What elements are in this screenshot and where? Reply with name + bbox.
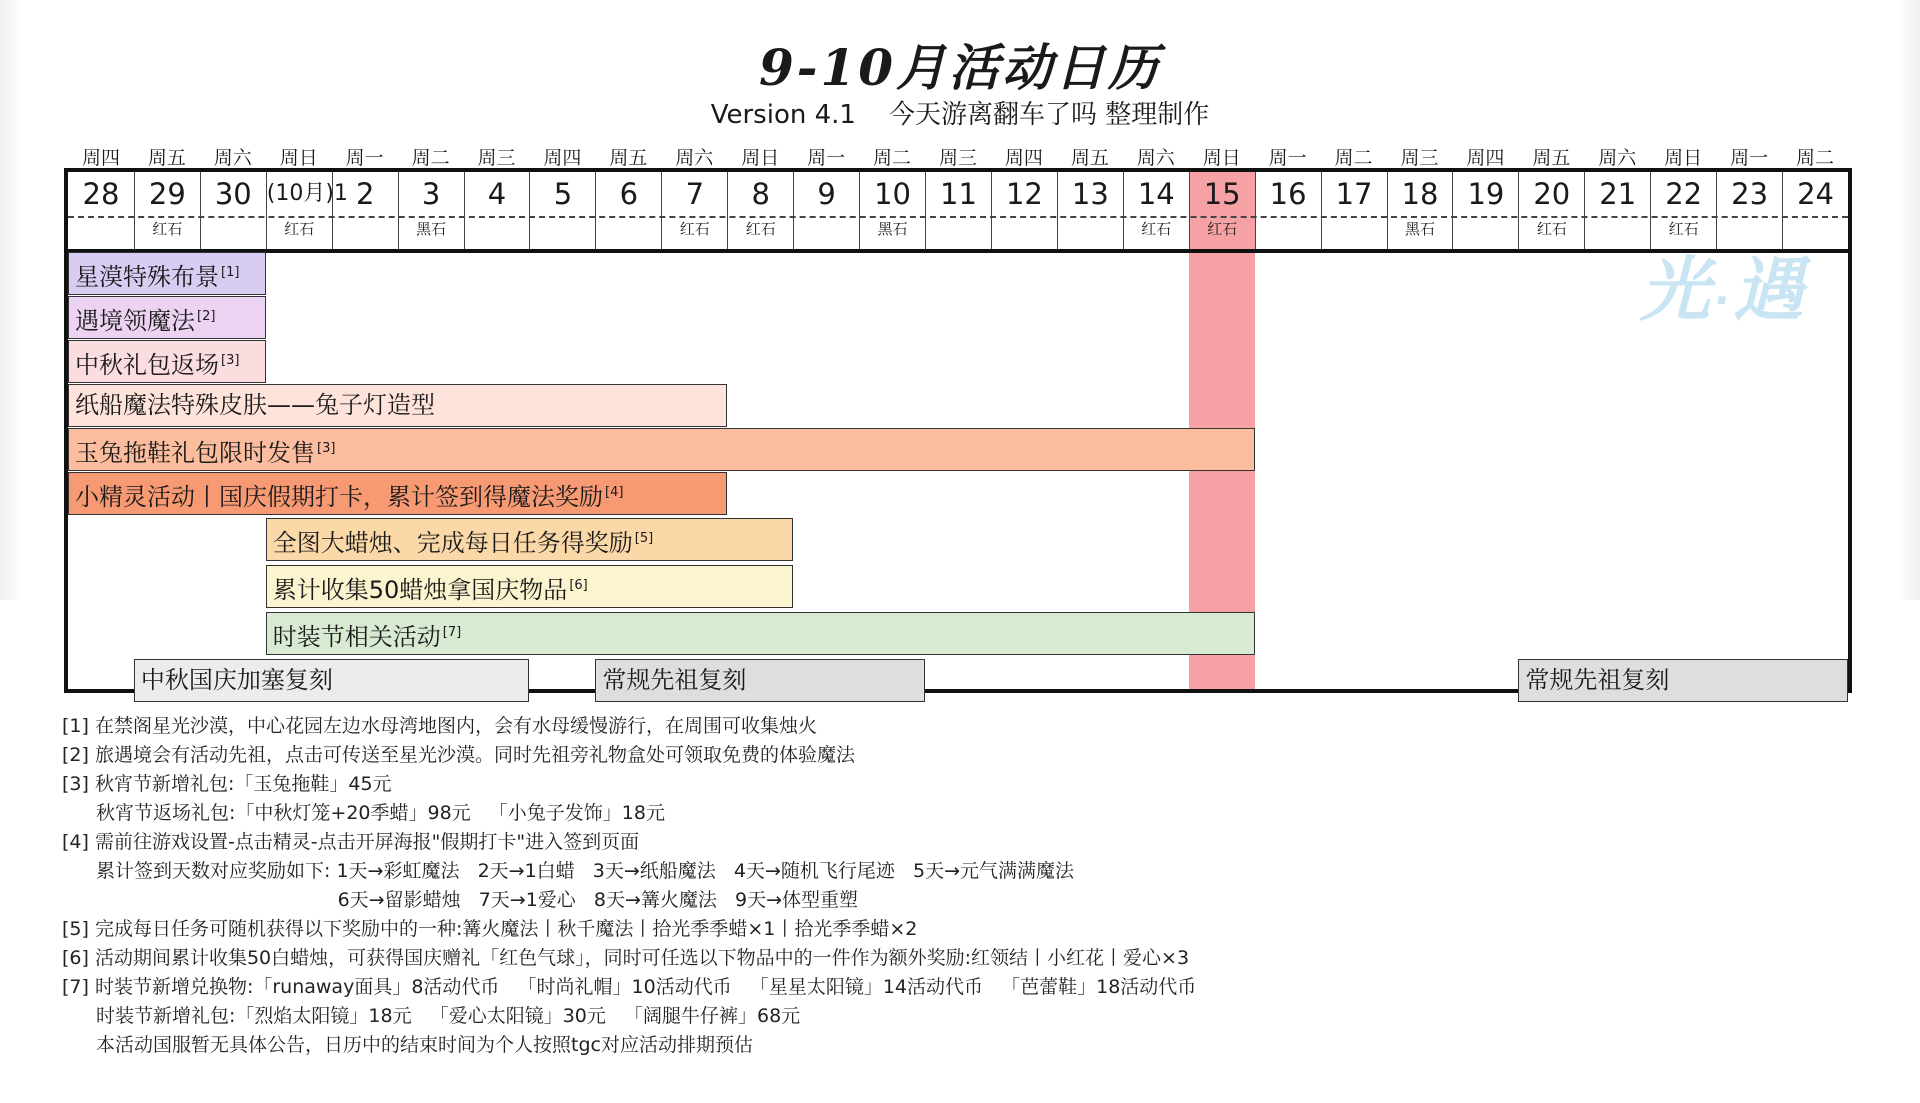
- event-bar: [68, 252, 266, 295]
- day-cell: [1452, 172, 1518, 249]
- weekday-label: 周五: [1532, 147, 1571, 169]
- event-footnote-ref: [5]: [634, 531, 654, 546]
- event-name: 小精灵活动丨国庆假期打卡，累计签到得魔法奖励: [75, 483, 603, 511]
- watermark-logo: [1640, 234, 1807, 335]
- day-number: 3: [421, 177, 441, 211]
- day-number: 5: [553, 177, 573, 211]
- day-cell: [1189, 172, 1255, 249]
- weekday-label: 周一: [1268, 147, 1307, 169]
- event-name: 中秋国庆加塞复刻: [140, 666, 333, 694]
- weekday-label: 周三: [1400, 147, 1439, 169]
- day-cell: [1255, 172, 1321, 249]
- day-stone-note: [1453, 219, 1518, 239]
- day-stone-note: 红石: [284, 220, 315, 238]
- page-subtitle: Version 4.1 今天游离翻车了吗 整理制作: [710, 100, 1210, 130]
- event-footnote-ref: [3]: [317, 441, 336, 456]
- event-bar: [266, 518, 793, 561]
- event-name: 时装节相关活动: [272, 623, 441, 651]
- weekday-label: 周三: [938, 147, 977, 169]
- weekday-label: 周三: [477, 147, 516, 169]
- event-bar: [266, 565, 793, 608]
- day-number: 20: [1533, 177, 1571, 211]
- day-stone-note: 黑石: [877, 220, 908, 238]
- day-stone-note: [1058, 219, 1123, 239]
- day-stone-note: 红石: [679, 220, 710, 238]
- day-cell: [68, 172, 134, 249]
- day-number: 28: [82, 177, 120, 211]
- weekday-label: 周二: [1796, 147, 1835, 169]
- day-cell: [595, 172, 661, 249]
- weekday-label: 周五: [1070, 147, 1109, 169]
- footnote-line: 时装节新增礼包:「烈焰太阳镜」18元 「爱心太阳镜」30元 「阔腿牛仔裤」68元: [96, 1005, 801, 1027]
- day-number: 12: [1005, 177, 1043, 211]
- day-stone-note: [530, 219, 595, 239]
- event-footnote-ref: [4]: [605, 485, 624, 500]
- day-cell: [727, 172, 793, 249]
- header-dashed-divider: [68, 216, 1848, 218]
- day-number: 30: [214, 177, 252, 211]
- event-name: 中秋礼包返场: [75, 351, 219, 379]
- day-stone-note: 红石: [745, 220, 776, 238]
- event-footnote-ref: [3]: [221, 353, 240, 368]
- event-name: 常规先祖复刻: [602, 666, 747, 694]
- footnote-line: 本活动国服暂无具体公告，日历中的结束时间为个人按照tgc对应活动排期预估: [96, 1034, 753, 1056]
- weekday-label: 周日: [1664, 147, 1703, 169]
- day-stone-note: 红石: [152, 220, 183, 238]
- footnotes: [62, 712, 1862, 1060]
- event-name: 全图大蜡烛、完成每日任务得奖励: [272, 529, 633, 557]
- day-cell: [332, 172, 398, 249]
- day-number: 15: [1203, 177, 1241, 211]
- day-cell: [1123, 172, 1189, 249]
- event-footnote-ref: [7]: [442, 625, 462, 640]
- day-cell: [793, 172, 859, 249]
- day-cell: [1057, 172, 1123, 249]
- event-footnote-ref: [1]: [221, 265, 240, 280]
- weekday-label: 周二: [1334, 147, 1373, 169]
- day-number: 11: [940, 177, 977, 211]
- day-cell: [859, 172, 925, 249]
- event-bar: [134, 659, 530, 702]
- event-name: 累计收集50蜡烛拿国庆物品: [272, 576, 568, 604]
- watermark-text: 遇: [1733, 249, 1808, 331]
- day-number: 14: [1137, 177, 1175, 211]
- weekday-label: 周四: [81, 147, 120, 169]
- header-bottom-border: [68, 249, 1848, 253]
- day-number: 18: [1401, 177, 1439, 211]
- day-cell: [1518, 172, 1584, 249]
- page-title: 9-10月活动日历: [758, 38, 1162, 97]
- day-stone-note: [1322, 219, 1387, 239]
- day-number: 6: [619, 177, 639, 211]
- day-stone-note: [1256, 219, 1321, 239]
- weekday-label: 周一: [1730, 147, 1769, 169]
- footnote-line: 6天→留影蜡烛 7天→1爱心 8天→篝火魔法 9天→体型重塑: [96, 889, 859, 911]
- weekday-label: 周六: [675, 147, 714, 169]
- footnote-line: [2] 旅遇境会有活动先祖，点击可传送至星光沙漠。同时先祖旁礼物盒处可领取免费的体验魔法: [62, 744, 855, 766]
- footnote-line: [1] 在禁阁星光沙漠，中心花园左边水母湾地图内，会有水母缓慢游行，在周围可收集烛火: [62, 715, 817, 737]
- day-stone-note: 红石: [1668, 220, 1699, 238]
- event-bar: [68, 428, 1255, 471]
- weekday-label: 周五: [147, 147, 186, 169]
- day-number: 7: [685, 177, 705, 211]
- day-cell: [1321, 172, 1387, 249]
- weekday-label: 周日: [279, 147, 318, 169]
- day-number: 4: [487, 177, 507, 211]
- day-number: 23: [1731, 177, 1769, 211]
- day-stone-note: 黑石: [416, 220, 447, 238]
- day-cell: [529, 172, 595, 249]
- weekday-label: 周一: [345, 147, 384, 169]
- day-number: 17: [1335, 177, 1373, 211]
- weekday-label: 周日: [1202, 147, 1241, 169]
- day-stone-note: [926, 219, 991, 239]
- day-number: 21: [1599, 177, 1637, 211]
- weekday-label: 周六: [213, 147, 252, 169]
- footnote-line: 累计签到天数对应奖励如下: 1天→彩虹魔法 2天→1白蜡 3天→纸船魔法 4天→随机飞行尾迹 5天→元气满满魔法: [96, 860, 1075, 882]
- footnote-line: [3] 秋宵节新增礼包:「玉兔拖鞋」45元: [62, 773, 392, 795]
- event-bar: [68, 340, 266, 383]
- weekday-label: 周二: [873, 147, 912, 169]
- weekday-label: 周五: [609, 147, 648, 169]
- day-stone-note: [201, 219, 266, 239]
- weekday-label: 周六: [1136, 147, 1175, 169]
- event-name: 常规先祖复刻: [1525, 666, 1670, 694]
- event-bar: [68, 296, 266, 339]
- day-number: 8: [751, 177, 770, 211]
- day-number: 13: [1071, 177, 1109, 211]
- day-cell: [200, 172, 266, 249]
- day-number: 22: [1665, 177, 1703, 211]
- weekday-label: 周四: [1004, 147, 1043, 169]
- footnote-line: [4] 需前往游戏设置-点击精灵-点击开屏海报"假期打卡"进入签到页面: [62, 831, 640, 853]
- weekday-label: 周日: [741, 147, 780, 169]
- day-cell: [266, 172, 348, 249]
- footnote-line: 秋宵节返场礼包:「中秋灯笼+20季蜡」98元 「小兔子发饰」18元: [96, 802, 665, 824]
- watermark-text: 光: [1640, 249, 1714, 331]
- day-stone-note: 红石: [1141, 220, 1172, 238]
- day-number: 24: [1797, 177, 1834, 211]
- day-cell: [661, 172, 727, 249]
- day-cell: [925, 172, 991, 249]
- footnote-line: [5] 完成每日任务可随机获得以下奖励中的一种:篝火魔法丨秋千魔法丨拾光季季蜡×1丨拾光季季蜡×2: [62, 918, 918, 940]
- event-name: 纸船魔法特殊皮肤——兔子灯造型: [75, 391, 435, 419]
- event-name: 玉兔拖鞋礼包限时发售: [75, 439, 315, 467]
- event-name: 星漠特殊布景: [75, 263, 219, 291]
- day-stone-note: [68, 219, 134, 239]
- event-name: 遇境领魔法: [75, 307, 195, 335]
- event-bar: [68, 472, 727, 515]
- day-stone-note: [794, 219, 859, 239]
- day-number: (10月)1: [266, 181, 348, 206]
- weekday-label: 周一: [807, 147, 846, 169]
- day-cell: [1387, 172, 1453, 249]
- footnote-line: [7] 时装节新增兑换物:「runaway面具」8活动代币 「时尚礼帽」10活动代币 「星星太阳镜」14活动代币 「芭蕾鞋」18活动代币: [62, 976, 1197, 998]
- event-footnote-ref: [6]: [569, 578, 588, 593]
- day-cell: [398, 172, 464, 249]
- weekday-label: 周四: [543, 147, 582, 169]
- day-stone-note: 红石: [1207, 220, 1238, 238]
- day-cell: [991, 172, 1057, 249]
- weekday-label: 周四: [1466, 147, 1505, 169]
- day-cell: [464, 172, 530, 249]
- day-stone-note: [992, 219, 1057, 239]
- day-stone-note: [333, 219, 398, 239]
- weekday-label: 周二: [411, 147, 450, 169]
- day-number: 10: [874, 177, 912, 211]
- event-bar: [595, 659, 925, 702]
- day-number: 2: [355, 177, 375, 211]
- day-number: 19: [1467, 177, 1505, 211]
- weekday-label: 周六: [1598, 147, 1637, 169]
- day-stone-note: 红石: [1536, 220, 1567, 238]
- day-number: 9: [817, 177, 836, 211]
- footnote-line: [6] 活动期间累计收集50白蜡烛，可获得国庆赠礼「红色气球」，同时可任选以下物品中的一件作为额外奖励:红领结丨小红花丨爱心×3: [62, 947, 1190, 969]
- day-cell: [134, 172, 200, 249]
- event-footnote-ref: [2]: [197, 309, 216, 324]
- day-stone-note: [596, 219, 661, 239]
- day-number: 16: [1269, 177, 1307, 211]
- watermark-dot: ·: [1714, 278, 1734, 324]
- day-number: 29: [148, 177, 186, 211]
- event-bar: [68, 384, 727, 427]
- calendar-grid: [64, 168, 1852, 693]
- event-bar: [1518, 659, 1848, 702]
- event-bar: [266, 612, 1255, 655]
- day-stone-note: [465, 219, 530, 239]
- day-stone-note: 黑石: [1404, 220, 1435, 238]
